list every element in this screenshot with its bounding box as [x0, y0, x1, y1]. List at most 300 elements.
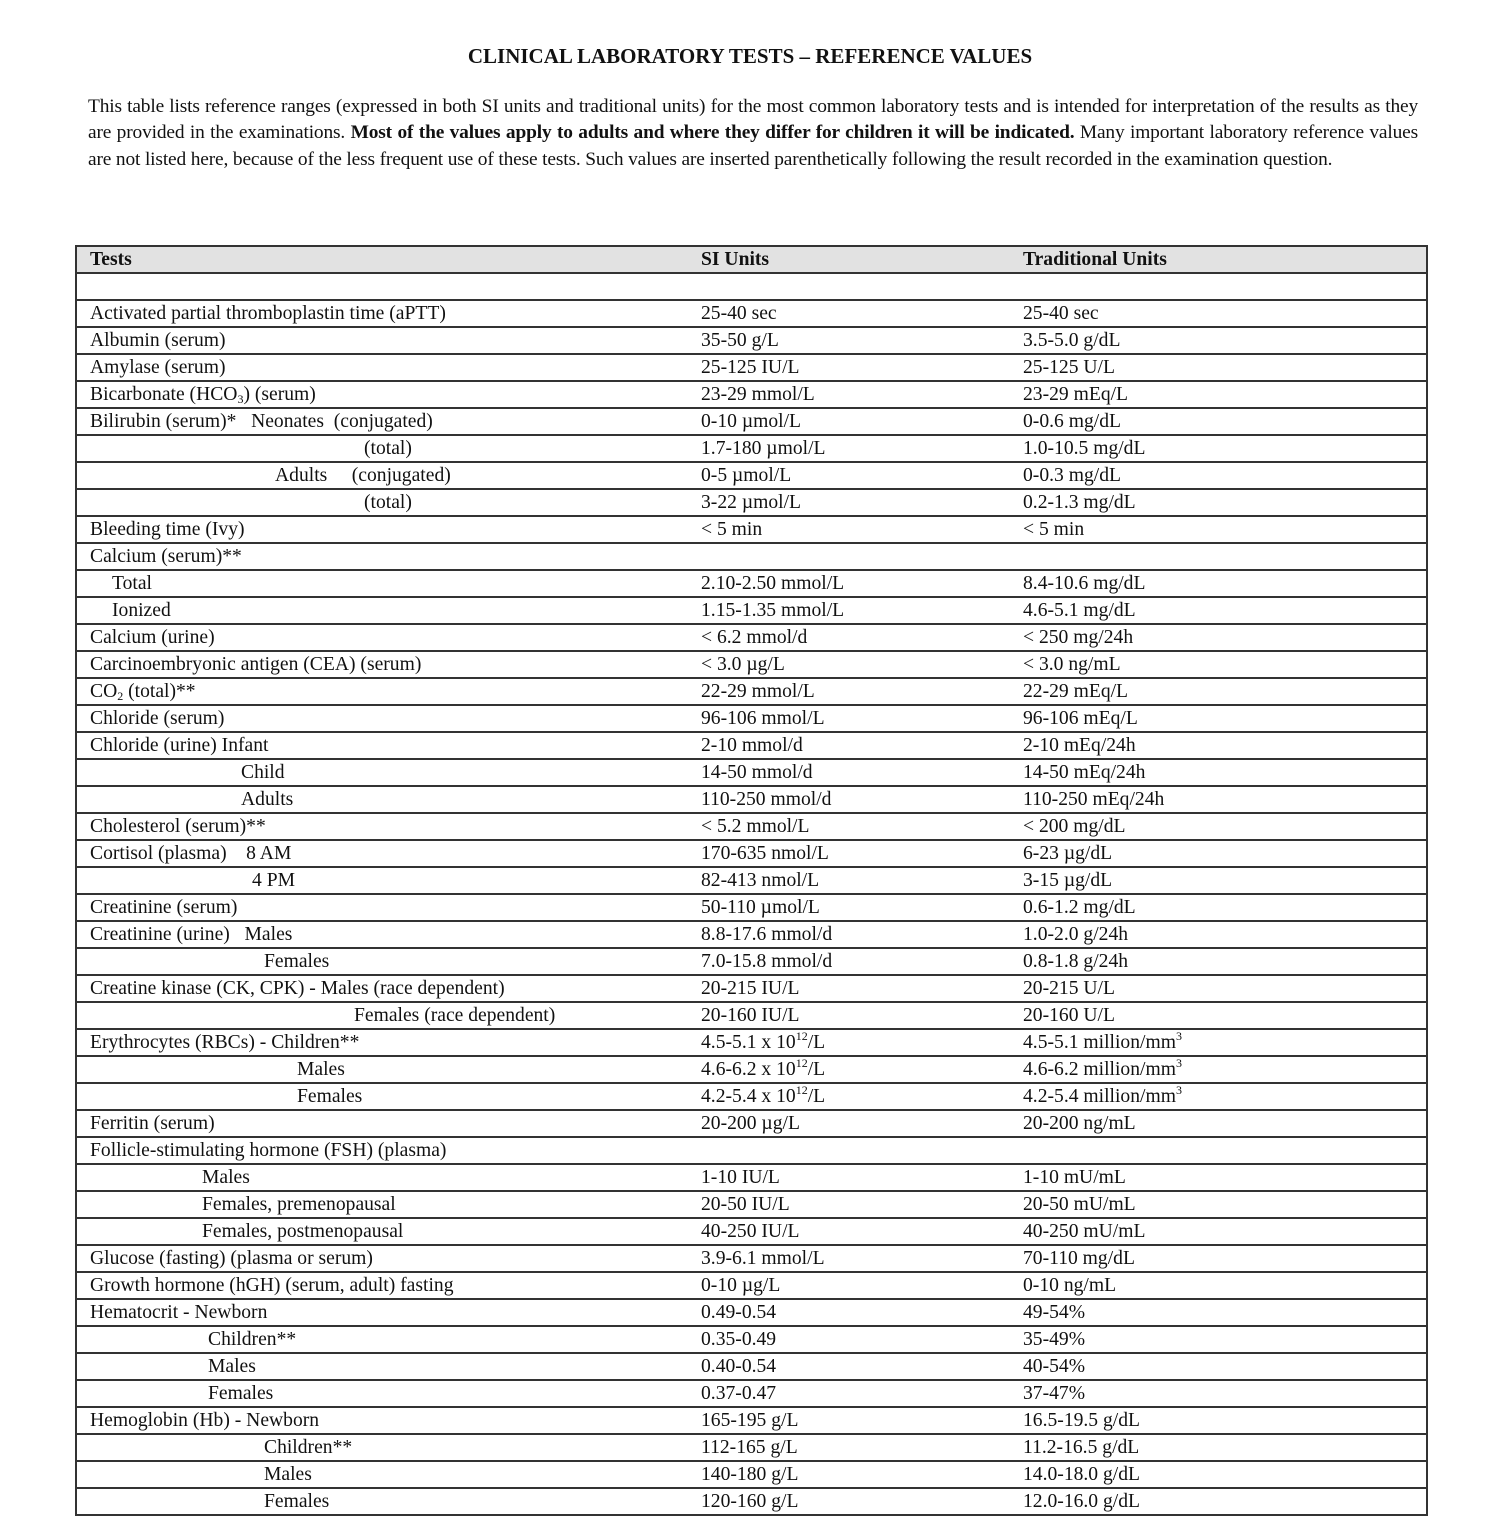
si-value: < 3.0 µg/L: [701, 654, 785, 675]
test-name: [90, 1435, 352, 1460]
page-title: CLINICAL LABORATORY TESTS – REFERENCE VALUES: [467, 44, 1033, 68]
si-value: 8.8-17.6 mmol/d: [701, 924, 833, 945]
test-name-cell: [76, 759, 688, 786]
traditional-units-cell: [1010, 1488, 1427, 1515]
si-units-cell: [688, 948, 1010, 975]
table-row: [76, 1407, 1427, 1434]
test-name-text: Chloride (urine) Infant: [90, 735, 269, 756]
test-name: [90, 1408, 319, 1433]
test-name-cell: [76, 1488, 688, 1515]
test-name-text: Males: [208, 1356, 256, 1377]
table-row: [76, 516, 1427, 543]
table-row: [76, 1299, 1427, 1326]
test-name-cell: [76, 1245, 688, 1272]
traditional-units-cell: [1010, 381, 1427, 408]
si-units-cell: [688, 1299, 1010, 1326]
traditional-units-cell: [1010, 1461, 1427, 1488]
si-units-cell: [688, 1056, 1010, 1083]
test-name-text: Females, postmenopausal: [202, 1221, 404, 1242]
traditional-units-cell: [1010, 408, 1427, 435]
table-row: [76, 1137, 1427, 1164]
test-name-text-after: (total)**: [123, 681, 196, 702]
si-units-cell: [688, 1407, 1010, 1434]
test-name: [90, 625, 215, 650]
intro-paragraph: [88, 94, 1418, 173]
table-row: [76, 1461, 1427, 1488]
traditional-value: 23-29 mEq/L: [1023, 384, 1129, 405]
traditional-units-cell: [1010, 1137, 1427, 1164]
traditional-units-cell: [1010, 1002, 1427, 1029]
test-name-cell: [76, 867, 688, 894]
test-name-text: Bicarbonate (HCO: [90, 384, 238, 405]
test-name-cell: [76, 678, 688, 705]
test-name-text: Males: [202, 1167, 250, 1188]
si-units-cell: [688, 570, 1010, 597]
table-row: [76, 867, 1427, 894]
test-name-cell: [76, 1434, 688, 1461]
traditional-units-cell: [1010, 1029, 1427, 1056]
test-name-text: Females (race dependent): [354, 1005, 556, 1026]
test-name-text: Females, premenopausal: [202, 1194, 396, 1215]
test-name-cell: [76, 1110, 688, 1137]
table-row: [76, 1056, 1427, 1083]
test-name: [90, 895, 237, 920]
traditional-units-cell: [1010, 1164, 1427, 1191]
si-units-cell: [688, 759, 1010, 786]
table-row: [76, 1326, 1427, 1353]
traditional-units-cell: [1010, 435, 1427, 462]
traditional-units-cell: [1010, 867, 1427, 894]
test-name-text: Erythrocytes (RBCs) - Children**: [90, 1032, 360, 1053]
traditional-value: < 250 mg/24h: [1023, 627, 1134, 648]
traditional-units-cell: [1010, 678, 1427, 705]
table-row: [76, 894, 1427, 921]
si-value: 4.2-5.4 x 10: [701, 1086, 796, 1107]
si-units-cell: [688, 354, 1010, 381]
si-units-cell: [688, 1353, 1010, 1380]
test-name: [90, 841, 291, 866]
si-value: 0-10 µg/L: [701, 1275, 781, 1296]
traditional-value: 20-160 U/L: [1023, 1005, 1115, 1026]
test-name: [90, 301, 446, 326]
traditional-units-cell: [1010, 327, 1427, 354]
si-units-cell: [688, 1002, 1010, 1029]
si-units-cell: [688, 327, 1010, 354]
table-row: [76, 354, 1427, 381]
test-name-text: Children**: [208, 1329, 297, 1350]
test-name-cell: [76, 1299, 688, 1326]
superscript: 12: [795, 1083, 808, 1097]
table-row: [76, 1488, 1427, 1515]
test-name-cell: [76, 975, 688, 1002]
si-units-cell: [688, 1218, 1010, 1245]
table-row: [76, 1380, 1427, 1407]
traditional-value: 2-10 mEq/24h: [1023, 735, 1136, 756]
traditional-units-cell: [1010, 624, 1427, 651]
test-name: [90, 1111, 215, 1136]
si-value: 20-160 IU/L: [701, 1005, 800, 1026]
traditional-value: 0.6-1.2 mg/dL: [1023, 897, 1136, 918]
table-row: [76, 840, 1427, 867]
test-name: [90, 1381, 273, 1406]
test-name-cell: [76, 327, 688, 354]
traditional-units-cell: [1010, 543, 1427, 570]
si-units-cell: [688, 921, 1010, 948]
test-name-cell: [76, 273, 688, 300]
traditional-value: 49-54%: [1023, 1302, 1086, 1323]
test-name-cell: [76, 840, 688, 867]
si-units-cell: [688, 462, 1010, 489]
si-value: 2-10 mmol/d: [701, 735, 803, 756]
traditional-units-cell: [1010, 597, 1427, 624]
table-row: [76, 543, 1427, 570]
si-units-cell: [688, 732, 1010, 759]
test-name-text: Adults: [241, 789, 294, 810]
table-row: [76, 705, 1427, 732]
test-name-text: Growth hormone (hGH) (serum, adult) fasting: [90, 1275, 454, 1296]
test-name-cell: [76, 1407, 688, 1434]
test-name-text: Females: [208, 1383, 274, 1404]
traditional-units-cell: [1010, 651, 1427, 678]
si-value: 20-200 µg/L: [701, 1113, 800, 1134]
table-row: [76, 678, 1427, 705]
test-name: [90, 1165, 250, 1190]
test-name-cell: [76, 1326, 688, 1353]
si-value: 23-29 mmol/L: [701, 384, 815, 405]
traditional-value: 1.0-10.5 mg/dL: [1023, 438, 1146, 459]
test-name-cell: [76, 1380, 688, 1407]
test-name-text: 4 PM: [252, 870, 296, 891]
traditional-value: 20-215 U/L: [1023, 978, 1115, 999]
traditional-units-cell: [1010, 813, 1427, 840]
test-name-cell: [76, 1461, 688, 1488]
traditional-value: 4.5-5.1 million/mm: [1023, 1032, 1176, 1053]
si-value: 22-29 mmol/L: [701, 681, 815, 702]
test-name-cell: [76, 1191, 688, 1218]
si-units-cell: [688, 1245, 1010, 1272]
si-value-unit: /L: [807, 1086, 826, 1107]
si-value: 50-110 µmol/L: [701, 897, 820, 918]
traditional-value: 6-23 µg/dL: [1023, 843, 1113, 864]
column-header-si-units: SI Units: [688, 246, 1010, 273]
si-units-cell: [688, 975, 1010, 1002]
traditional-units-cell: [1010, 1380, 1427, 1407]
table-row: [76, 1164, 1427, 1191]
intro-text: This table lists reference ranges (expressed in both SI units and traditional units) for the most common laboratory tests and is intended for interpretation of the results as they are provided in the examinations.: [88, 96, 1418, 144]
table-row: [76, 948, 1427, 975]
test-name-cell: [76, 570, 688, 597]
test-name-text: Females: [297, 1086, 363, 1107]
si-units-cell: [688, 516, 1010, 543]
test-name: [90, 868, 295, 893]
si-value: 1.7-180 µmol/L: [701, 438, 826, 459]
test-name: [90, 679, 196, 704]
test-name-text: Bleeding time (Ivy): [90, 519, 245, 540]
test-name-text: Creatinine (serum): [90, 897, 238, 918]
si-value: < 6.2 mmol/d: [701, 627, 808, 648]
test-name-cell: [76, 597, 688, 624]
test-name-text: Albumin (serum): [90, 330, 226, 351]
si-units-cell: [688, 408, 1010, 435]
test-name-cell: [76, 921, 688, 948]
test-name-cell: [76, 1218, 688, 1245]
test-name-text: Chloride (serum): [90, 708, 225, 729]
si-value: < 5.2 mmol/L: [701, 816, 810, 837]
si-units-cell: [688, 894, 1010, 921]
si-value: 110-250 mmol/d: [701, 789, 832, 810]
si-value: 0.35-0.49: [701, 1329, 777, 1350]
test-name: [90, 706, 224, 731]
test-name: [90, 652, 421, 677]
traditional-units-cell: [1010, 894, 1427, 921]
si-value: 4.6-6.2 x 10: [701, 1059, 796, 1080]
test-name: [90, 1462, 312, 1487]
test-name: [90, 490, 412, 515]
table-row: [76, 975, 1427, 1002]
test-name-cell: [76, 489, 688, 516]
si-value: 0.37-0.47: [701, 1383, 777, 1404]
traditional-units-cell: [1010, 732, 1427, 759]
test-name-text: (total): [364, 438, 412, 459]
test-name: [90, 1192, 396, 1217]
traditional-value: 0-10 ng/mL: [1023, 1275, 1117, 1296]
si-units-cell: [688, 597, 1010, 624]
table-row: [76, 1029, 1427, 1056]
table-row: [76, 570, 1427, 597]
test-name-text: Creatine kinase (CK, CPK) - Males (race dependent): [90, 978, 505, 999]
traditional-value: 70-110 mg/dL: [1023, 1248, 1135, 1269]
table-row: [76, 462, 1427, 489]
superscript: 12: [795, 1056, 808, 1070]
si-value: 165-195 g/L: [701, 1410, 799, 1431]
test-name-text: Females: [264, 951, 330, 972]
test-name: [90, 976, 505, 1001]
test-name-cell: [76, 786, 688, 813]
si-value: 4.5-5.1 x 10: [701, 1032, 796, 1053]
test-name-text: (total): [364, 492, 412, 513]
traditional-units-cell: [1010, 462, 1427, 489]
si-units-cell: [688, 273, 1010, 300]
table-row: [76, 381, 1427, 408]
table-header-row: [76, 246, 1427, 273]
test-name: [90, 1327, 296, 1352]
table-row: [76, 651, 1427, 678]
traditional-value: 22-29 mEq/L: [1023, 681, 1129, 702]
table-row: [76, 489, 1427, 516]
si-units-cell: [688, 1380, 1010, 1407]
si-units-cell: [688, 786, 1010, 813]
test-name-text: Carcinoembryonic antigen (CEA) (serum): [90, 654, 422, 675]
traditional-units-cell: [1010, 705, 1427, 732]
si-units-cell: [688, 1164, 1010, 1191]
table-row: [76, 1353, 1427, 1380]
traditional-value: 96-106 mEq/L: [1023, 708, 1138, 729]
si-value: 0-10 µmol/L: [701, 411, 801, 432]
test-name-text: Bilirubin (serum)* Neonates (conjugated): [90, 411, 433, 432]
test-name-text: Follicle-stimulating hormone (FSH) (plasma): [90, 1140, 447, 1161]
traditional-units-cell: [1010, 570, 1427, 597]
si-value: 140-180 g/L: [701, 1464, 799, 1485]
table-row: [76, 1191, 1427, 1218]
test-name-text: Hemoglobin (Hb) - Newborn: [90, 1410, 320, 1431]
test-name-text: Total: [112, 573, 152, 594]
traditional-value: 16.5-19.5 g/dL: [1023, 1410, 1141, 1431]
test-name: [90, 328, 226, 353]
test-name-cell: [76, 705, 688, 732]
test-name-text: Adults (conjugated): [275, 465, 451, 486]
test-name: [90, 571, 152, 596]
test-name: [90, 1354, 256, 1379]
si-value: 96-106 mmol/L: [701, 708, 825, 729]
si-units-cell: [688, 1137, 1010, 1164]
test-name-text: Creatinine (urine) Males: [90, 924, 293, 945]
traditional-value: 8.4-10.6 mg/dL: [1023, 573, 1146, 594]
si-value: < 5 min: [701, 519, 763, 540]
table-row: [76, 921, 1427, 948]
superscript: 3: [1175, 1083, 1182, 1097]
table-body: [76, 273, 1427, 1515]
traditional-value: 1-10 mU/mL: [1023, 1167, 1126, 1188]
test-name-cell: [76, 354, 688, 381]
test-name-cell: [76, 1164, 688, 1191]
traditional-value: 4.6-6.2 million/mm: [1023, 1059, 1176, 1080]
traditional-units-cell: [1010, 354, 1427, 381]
test-name: [90, 949, 329, 974]
si-units-cell: [688, 1110, 1010, 1137]
traditional-units-cell: [1010, 921, 1427, 948]
test-name-text: Child: [241, 762, 285, 783]
test-name-text: Males: [297, 1059, 345, 1080]
traditional-units-cell: [1010, 1245, 1427, 1272]
test-name: [90, 1003, 555, 1028]
si-units-cell: [688, 1029, 1010, 1056]
si-value: 0.40-0.54: [701, 1356, 777, 1377]
table-row: [76, 732, 1427, 759]
test-name: [90, 436, 412, 461]
test-name: [90, 598, 171, 623]
si-value: 20-215 IU/L: [701, 978, 800, 999]
si-value-unit: /L: [807, 1059, 826, 1080]
test-name-cell: [76, 462, 688, 489]
column-header-tests: Tests: [76, 246, 688, 273]
table-row: [76, 786, 1427, 813]
si-value: 120-160 g/L: [701, 1491, 799, 1512]
table-row: [76, 1083, 1427, 1110]
traditional-units-cell: [1010, 1191, 1427, 1218]
test-name-cell: [76, 1083, 688, 1110]
si-value: 0.49-0.54: [701, 1302, 777, 1323]
traditional-value: 4.6-5.1 mg/dL: [1023, 600, 1136, 621]
test-name-text: Females: [264, 1491, 330, 1512]
test-name: [90, 1489, 329, 1514]
test-name-cell: [76, 948, 688, 975]
test-name-cell: [76, 543, 688, 570]
test-name-cell: [76, 516, 688, 543]
test-name: [90, 1057, 345, 1082]
traditional-units-cell: [1010, 1326, 1427, 1353]
test-name: [90, 1300, 267, 1325]
table-row: [76, 813, 1427, 840]
traditional-units-cell: [1010, 1110, 1427, 1137]
traditional-units-cell: [1010, 300, 1427, 327]
traditional-value: 3-15 µg/dL: [1023, 870, 1113, 891]
table-row: [76, 300, 1427, 327]
si-units-cell: [688, 840, 1010, 867]
test-name: [90, 1138, 446, 1163]
test-name-text: Hematocrit - Newborn: [90, 1302, 268, 1323]
test-name-cell: [76, 624, 688, 651]
traditional-value: 12.0-16.0 g/dL: [1023, 1491, 1141, 1512]
test-name-text: Glucose (fasting) (plasma or serum): [90, 1248, 373, 1269]
traditional-value: 14-50 mEq/24h: [1023, 762, 1146, 783]
si-units-cell: [688, 489, 1010, 516]
si-value: 35-50 g/L: [701, 330, 779, 351]
traditional-value: < 3.0 ng/mL: [1023, 654, 1121, 675]
traditional-value: < 5 min: [1023, 519, 1085, 540]
traditional-value: 0.2-1.3 mg/dL: [1023, 492, 1136, 513]
traditional-units-cell: [1010, 1272, 1427, 1299]
test-name-text: Calcium (urine): [90, 627, 215, 648]
traditional-value: 11.2-16.5 g/dL: [1023, 1437, 1140, 1458]
test-name: [90, 787, 293, 812]
test-name-text: Cortisol (plasma) 8 AM: [90, 843, 292, 864]
traditional-units-cell: [1010, 1056, 1427, 1083]
table-row: [76, 1434, 1427, 1461]
test-name-cell: [76, 1002, 688, 1029]
test-name-text: Amylase (serum): [90, 357, 226, 378]
traditional-value: 4.2-5.4 million/mm: [1023, 1086, 1176, 1107]
test-name-text-after: ) (serum): [243, 384, 316, 405]
traditional-units-cell: [1010, 786, 1427, 813]
table-row: [76, 435, 1427, 462]
test-name-cell: [76, 651, 688, 678]
test-name-cell: [76, 813, 688, 840]
traditional-units-cell: [1010, 840, 1427, 867]
column-header-traditional-units: Traditional Units: [1010, 246, 1427, 273]
test-name: [90, 517, 245, 542]
si-units-cell: [688, 1083, 1010, 1110]
traditional-units-cell: [1010, 1434, 1427, 1461]
test-name-text: CO: [90, 681, 118, 702]
test-name-text: Activated partial thromboplastin time (aPTT): [90, 303, 446, 324]
test-name: [90, 1273, 454, 1298]
test-name: [90, 1084, 362, 1109]
superscript: 12: [795, 1029, 808, 1043]
si-units-cell: [688, 300, 1010, 327]
si-value-unit: /L: [807, 1032, 826, 1053]
si-units-cell: [688, 543, 1010, 570]
si-units-cell: [688, 1461, 1010, 1488]
table-row: [76, 759, 1427, 786]
traditional-value: 40-250 mU/mL: [1023, 1221, 1146, 1242]
traditional-value: 110-250 mEq/24h: [1023, 789, 1165, 810]
intro-text-continued: Many important laboratory reference values are not listed here, because of the less frequent use of these tests. Such values are inserted parenthetically following the result recorded in the examination question.: [88, 122, 1419, 170]
test-name-cell: [76, 408, 688, 435]
si-value: 1-10 IU/L: [701, 1167, 780, 1188]
traditional-value: 0.8-1.8 g/24h: [1023, 951, 1129, 972]
si-units-cell: [688, 705, 1010, 732]
test-name: [90, 760, 285, 785]
traditional-units-cell: [1010, 1407, 1427, 1434]
test-name-cell: [76, 1056, 688, 1083]
si-units-cell: [688, 381, 1010, 408]
test-name: [90, 409, 433, 434]
test-name-text: Ferritin (serum): [90, 1113, 215, 1134]
traditional-value: 35-49%: [1023, 1329, 1086, 1350]
table-row: [76, 1110, 1427, 1137]
traditional-value: 40-54%: [1023, 1356, 1086, 1377]
si-units-cell: [688, 678, 1010, 705]
